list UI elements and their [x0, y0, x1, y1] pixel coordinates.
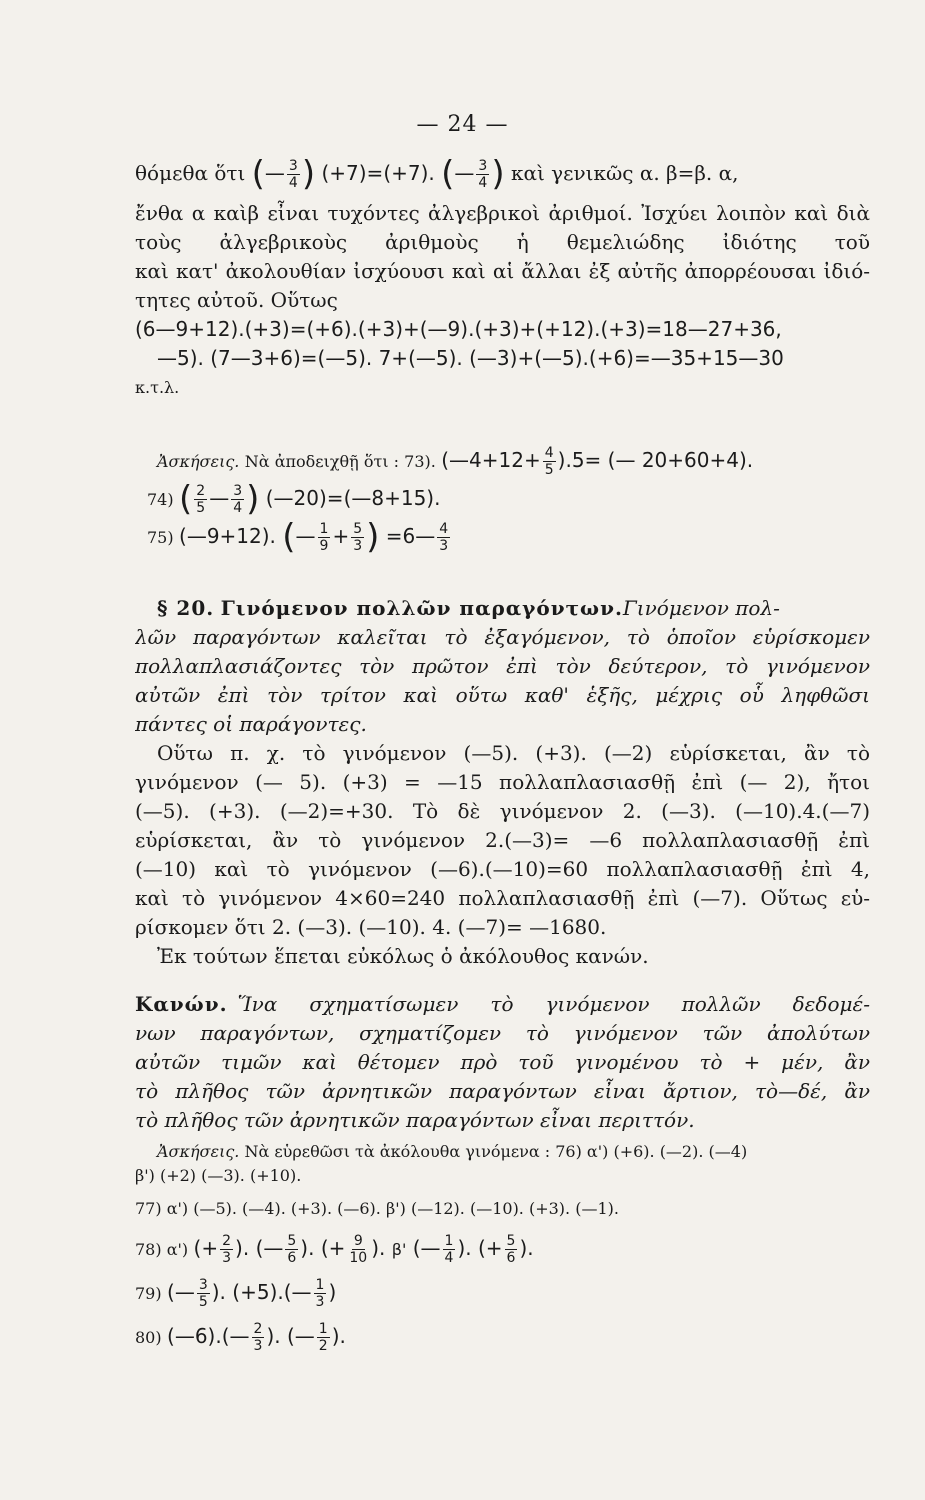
- rule-heading: [135, 990, 870, 1019]
- definition-line: πολλαπλασιάζοντες τὸν πρῶτον ἐπὶ τὸν δεύτερον, τὸ γινόμενον: [135, 654, 870, 678]
- text-line: [135, 158, 870, 191]
- exercise-80: [135, 1318, 870, 1356]
- fraction: $\frac{1}{3}$: [315, 1277, 325, 1310]
- exercise-73: [135, 442, 870, 480]
- math-expression: (—4+12+ $\frac{4}{5}$ ).5= (— 20+60+4).: [441, 445, 754, 478]
- exercises-73-75: [135, 442, 870, 556]
- fraction: $\frac{3}{5}$: [198, 1277, 208, 1310]
- exercise-number: 74): [147, 490, 174, 509]
- math-expression: (—6).(— $\frac{2}{3}$ ). (— $\frac{1}{2}$ ).: [167, 1321, 346, 1354]
- fraction: $\frac{4}{3}$: [439, 521, 449, 554]
- math-expression: (— $\frac{3}{5}$ ). (+5).(— $\frac{1}{3}$ ): [167, 1277, 337, 1310]
- text-line: κ.τ.λ.: [135, 378, 180, 397]
- exercise-78: [135, 1230, 870, 1268]
- text-span: Γινόμενον πολ-: [622, 596, 780, 620]
- section-heading: [135, 594, 870, 623]
- exercise-number: 80): [135, 1328, 162, 1347]
- exercise-75: [135, 518, 870, 556]
- rule-paragraph: [135, 990, 870, 1135]
- section-20: [135, 594, 870, 971]
- text-line: τοὺς ἀλγεβρικοὺς ἀριθμοὺς ἡ θεμελιώδης ἰδιότης τοῦ: [135, 230, 870, 254]
- text-line: Οὕτω π. χ. τὸ γινόμενον (—5). (+3). (—2) εὑρίσκεται, ἂν τὸ: [157, 741, 870, 765]
- exercise-77: 77) α') (—5). (—4). (+3). (—6). β') (—12). (—10). (+3). (—1).: [135, 1199, 619, 1218]
- rule-line: αὐτῶν τιμῶν καὶ θέτομεν πρὸ τοῦ γινομένου τὸ + μέν, ἂν: [135, 1050, 870, 1074]
- math-expression: (—9+12). (— $\frac{1}{9}$ + $\frac{5}{3}$ ) =6— $\frac{4}{3}$: [179, 517, 449, 557]
- rule-line: τὸ πλῆθος τῶν ἀρνητικῶν παραγόντων εἶναι περιττόν.: [135, 1108, 695, 1132]
- fraction: $\frac{3}{4}$: [288, 158, 298, 191]
- rule-label: Κανών.: [135, 992, 228, 1016]
- exercises-label: Ἀσκήσεις.: [157, 452, 240, 471]
- fraction: $\frac{2}{5}$: [196, 483, 206, 516]
- rule-line: τὸ πλῆθος τῶν ἀρνητικῶν παραγόντων εἶναι ἄρτιον, τὸ—δέ, ἂν: [135, 1079, 870, 1103]
- fraction: $\frac{3}{4}$: [478, 158, 488, 191]
- text-line: καὶ κατ' ἀκολουθίαν ἰσχύουσι καὶ αἱ ἄλλαι ἐξ αὐτῆς ἀπορρέουσαι ἰδιό-: [135, 259, 870, 283]
- text-span: καὶ γενικῶς α. β=β. α,: [510, 161, 739, 185]
- text-line: τητες αὐτοῦ. Οὕτως: [135, 288, 338, 312]
- exercise-79: [135, 1274, 870, 1312]
- math-expression: (+ $\frac{2}{3}$ ). (— $\frac{5}{6}$ ). (+ $\frac{9}{10}$ ). β' (— $\frac{1}{4}$ ). (+ $\frac{5}{6}$ ).: [193, 1233, 534, 1266]
- rule-line: νων παραγόντων, σχηματίζομεν τὸ γινόμενον τῶν ἀπολύτων: [135, 1021, 870, 1045]
- text-span: Νὰ εὑρεθῶσι τὰ ἀκόλουθα γινόμενα : 76) α') (+6). (—2). (—4): [244, 1142, 748, 1161]
- math-expression: ( $\frac{2}{5}$ — $\frac{3}{4}$ ) (—20)=(—8+15).: [179, 479, 441, 519]
- fraction: $\frac{4}{5}$: [544, 445, 554, 478]
- equation-line: (6—9+12).(+3)=(+6).(+3)+(—9).(+3)+(+12).(+3)=18—27+36,: [135, 317, 782, 341]
- fraction: $\frac{9}{10}$: [349, 1233, 368, 1266]
- definition-line: αὐτῶν ἐπὶ τὸν τρίτον καὶ οὕτω καθ' ἑξῆς, μέχρις οὗ ληφθῶσι: [135, 683, 870, 707]
- math-expression: (— $\frac{3}{4}$ ) (+7)=(+7). (— $\frac{3}{4}$ ): [251, 158, 505, 191]
- fraction: $\frac{1}{4}$: [444, 1233, 454, 1266]
- section-number: § 20.: [157, 596, 215, 620]
- equation-line: —5). (7—3+6)=(—5). 7+(—5). (—3)+(—5).(+6)=—35+15—30: [157, 346, 784, 370]
- fraction: $\frac{5}{6}$: [506, 1233, 516, 1266]
- text-line: (—5). (+3). (—2)=+30. Τὸ δὲ γινόμενον 2. (—3). (—10).4.(—7): [135, 799, 870, 823]
- definition-line: λῶν παραγόντων καλεῖται τὸ ἐξαγόμενον, τὸ ὁποῖον εὑρίσκομεν: [135, 625, 870, 649]
- continuation-paragraph: [135, 158, 870, 402]
- section-title: Γινόμενον πολλῶν παραγόντων.: [220, 596, 623, 620]
- page-number: — 24 —: [416, 112, 509, 137]
- exercise-number: 75): [147, 528, 174, 547]
- text-line: εὑρίσκεται, ἂν τὸ γινόμενον 2.(—3)= —6 πολλαπλασιασθῇ ἐπὶ: [135, 828, 870, 852]
- text-line: (—10) καὶ τὸ γινόμενον (—6).(—10)=60 πολλαπλασιασθῇ ἐπὶ 4,: [135, 857, 870, 881]
- fraction: $\frac{1}{2}$: [318, 1321, 328, 1354]
- fraction: $\frac{5}{3}$: [353, 521, 363, 554]
- exercise-76: [135, 1140, 892, 1164]
- fraction: $\frac{5}{6}$: [287, 1233, 297, 1266]
- text-span: θόμεθα ὅτι: [135, 161, 246, 185]
- text-span: Νὰ ἀποδειχθῇ ὅτι : 73).: [244, 452, 436, 471]
- text-line: ρίσκομεν ὅτι 2. (—3). (—10). 4. (—7)= —1680.: [135, 915, 607, 939]
- exercise-number: 79): [135, 1284, 162, 1303]
- exercises-label: Ἀσκήσεις.: [157, 1142, 240, 1161]
- text-line: καὶ τὸ γινόμενον 4×60=240 πολλαπλασιασθῇ ἐπὶ (—7). Οὕτως εὑ-: [135, 886, 870, 910]
- fraction: $\frac{2}{3}$: [222, 1233, 232, 1266]
- text-span: Ἵνα σχηματίσωμεν τὸ γινόμενον πολλῶν δεδομέ-: [237, 992, 870, 1016]
- definition-line: πάντες οἱ παράγοντες.: [135, 712, 367, 736]
- exercise-74: [135, 480, 870, 518]
- fraction: $\frac{2}{3}$: [253, 1321, 263, 1354]
- exercises-76-80: [135, 1140, 870, 1356]
- text-line: Ἐκ τούτων ἕπεται εὐκόλως ὁ ἀκόλουθος κανών.: [157, 944, 649, 968]
- text-line: ἔνθα α καὶβ εἶναι τυχόντες ἀλγεβρικοὶ ἀριθμοί. Ἰσχύει λοιπὸν καὶ διὰ: [135, 201, 870, 225]
- fraction: $\frac{1}{9}$: [319, 521, 329, 554]
- fraction: $\frac{3}{4}$: [233, 483, 243, 516]
- text-line: γινόμενον (— 5). (+3) = —15 πολλαπλασιασθῇ ἐπὶ (— 2), ἤτοι: [135, 770, 870, 794]
- exercise-76b: β') (+2) (—3). (+10).: [135, 1166, 302, 1185]
- exercise-number: 78) α'): [135, 1240, 189, 1259]
